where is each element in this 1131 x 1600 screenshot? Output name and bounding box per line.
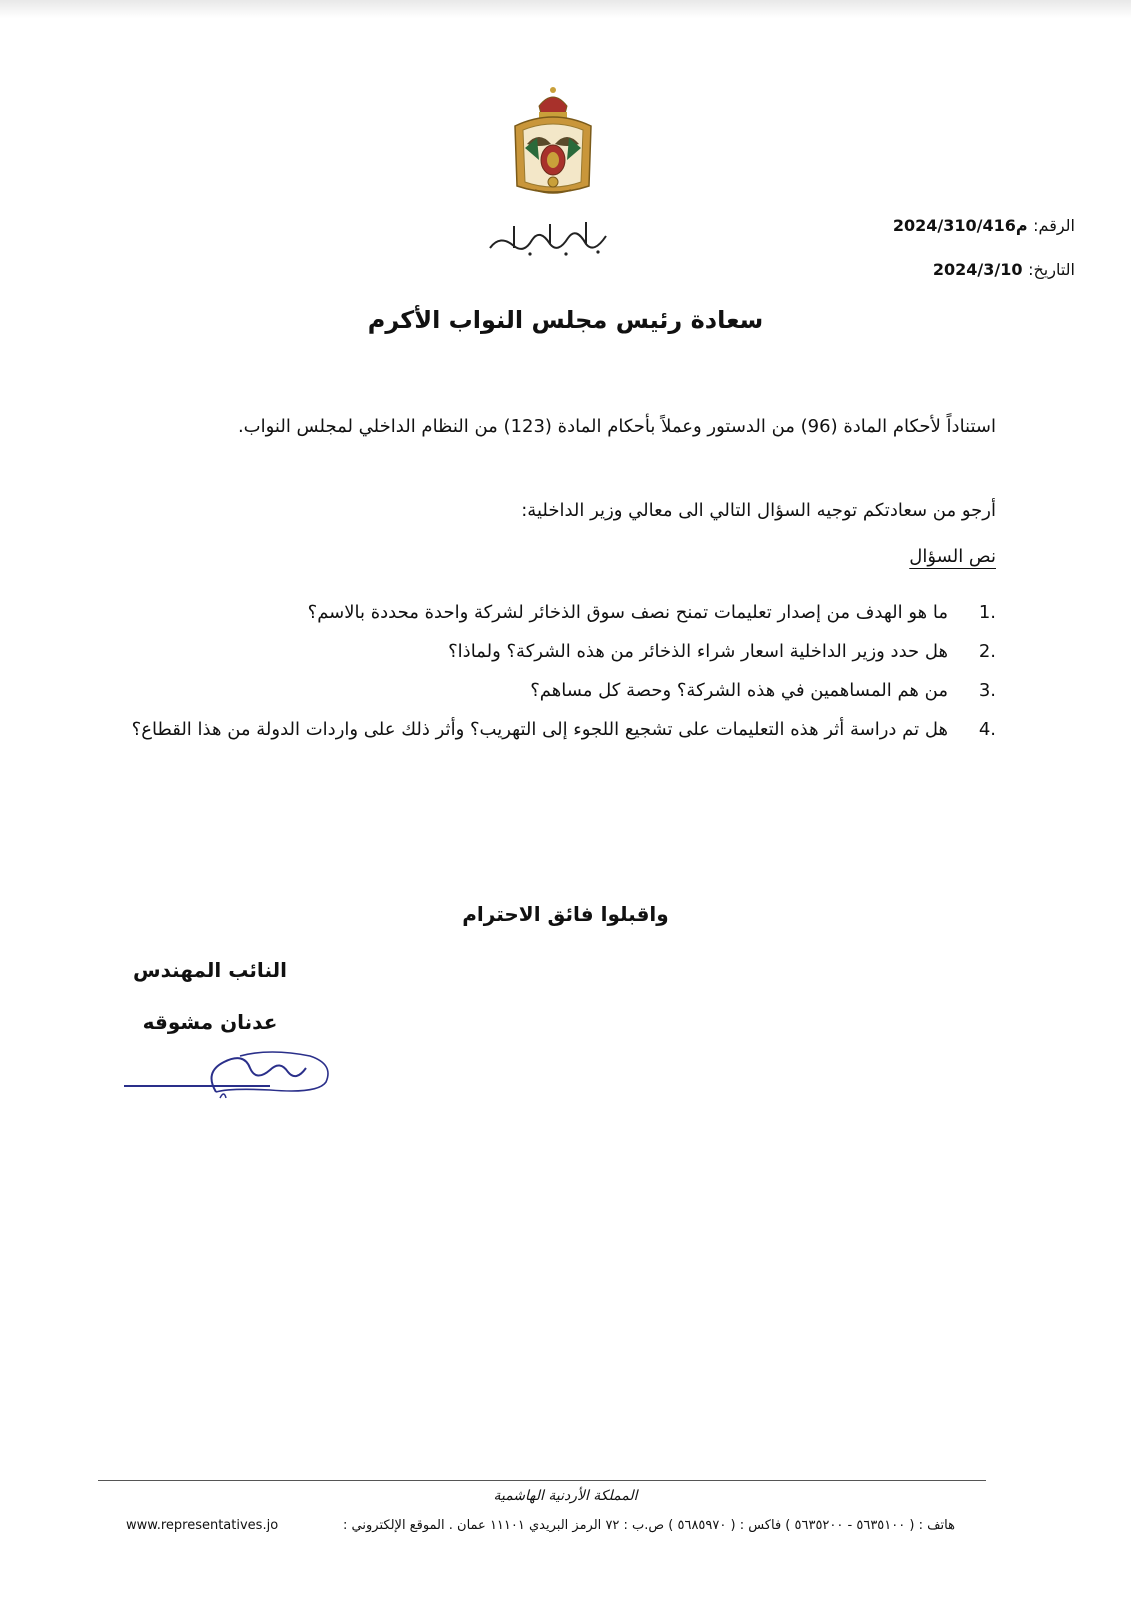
council-calligraphy-logo [470,214,630,266]
handwritten-signature [120,1042,340,1108]
reference-number: الرقم: م2024/310/416 [892,216,1075,235]
question-number: 4. [978,719,996,740]
request-paragraph: أرجو من سعادتكم توجيه السؤال التالي الى معالي وزير الداخلية: [521,500,996,521]
list-item [96,596,996,629]
question-text: ما هو الهدف من إصدار تعليمات تمنح نصف سوق الذخائر لشركة واحدة محددة بالاسم؟ [307,602,948,623]
list-item [96,713,996,746]
question-list [96,596,996,752]
question-text: من هم المساهمين في هذه الشركة؟ وحصة كل مساهم؟ [530,680,948,701]
footer-contact-info: هاتف : ( ٥٦٣٥١٠٠ - ٥٦٣٥٢٠٠ ) فاكس : ( ٥٦٨٥٩٧٠ ) ص.ب : ٧٢ الرمز البريدي ١١١٠١ عمان . الموقع الإلكتروني : [343,1518,955,1533]
question-number: 3. [978,680,996,701]
question-heading: نص السؤال [909,546,996,567]
jordan-coat-of-arms-icon [505,86,601,204]
list-item [96,674,996,707]
footer-website: www.representatives.jo [126,1518,279,1533]
signer-title: النائب المهندس [133,958,287,982]
question-text: هل تم دراسة أثر هذه التعليمات على تشجيع اللجوء إلى التهريب؟ وأثر ذلك على واردات الدولة من هذا القطاع؟ [131,719,948,740]
addressee-heading: سعادة رئيس مجلس النواب الأكرم [367,306,764,334]
question-text: هل حدد وزير الداخلية اسعار شراء الذخائر من هذه الشركة؟ ولماذا؟ [448,641,948,662]
footer-divider [98,1480,986,1481]
footer-kingdom-name: المملكة الأردنية الهاشمية [493,1488,638,1504]
list-item [96,635,996,668]
scan-edge-shadow [0,0,1131,18]
letter-date-value: 2024/3/10 [932,260,1023,279]
signer-name: عدنان مشوقه [142,1010,278,1034]
intro-paragraph: استناداً لأحكام المادة (96) من الدستور وعملاً بأحكام المادة (123) من النظام الداخلي لمجلس النواب. [237,416,996,437]
letter-date: التاريخ: 2024/3/10 [932,260,1075,279]
question-number: 2. [978,641,996,662]
question-number: 1. [978,602,996,623]
reference-number-value: م2024/310/416 [892,216,1028,235]
closing-line: واقبلوا فائق الاحترام [462,902,669,926]
